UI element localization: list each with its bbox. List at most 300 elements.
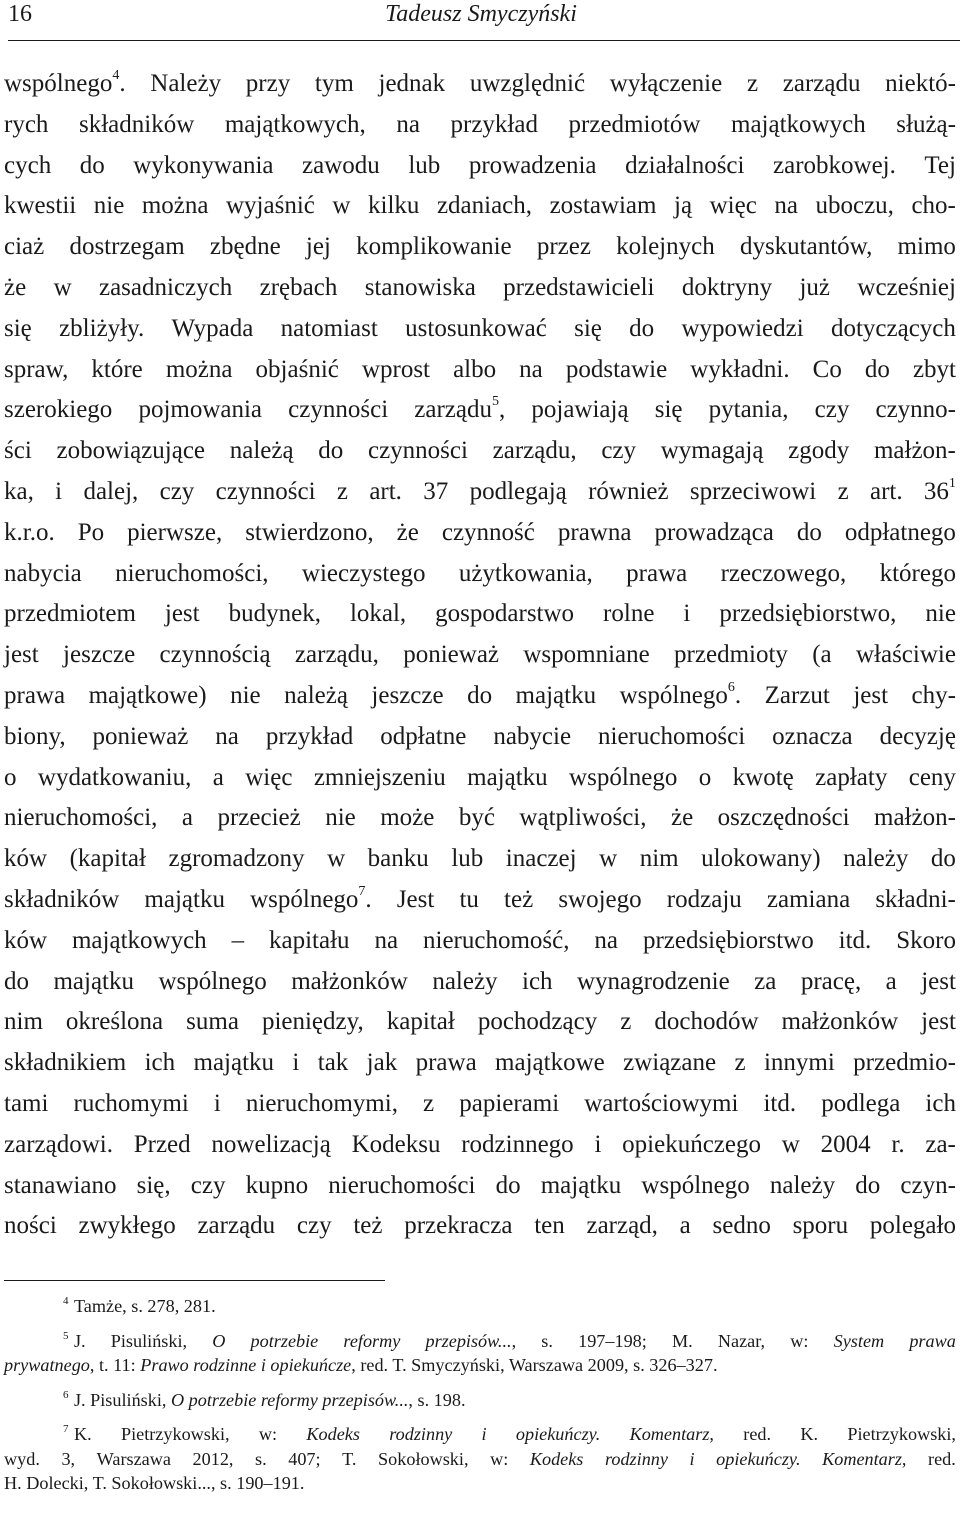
word <box>74 1329 86 1354</box>
footnote-separator <box>4 1280 385 1281</box>
word <box>853 1043 956 1084</box>
word <box>620 676 742 717</box>
word <box>671 798 693 839</box>
word <box>815 390 850 431</box>
word <box>674 186 692 227</box>
word <box>79 1206 176 1247</box>
text-fragment: , <box>901 1448 907 1469</box>
word <box>55 472 62 513</box>
word <box>69 227 184 268</box>
word <box>682 268 772 309</box>
word <box>214 1084 221 1125</box>
word <box>625 146 744 187</box>
text-fragment: majątkowych, <box>224 110 366 138</box>
italic-text: opiekuńczy. <box>716 1448 801 1469</box>
word <box>870 472 903 513</box>
word <box>134 1125 191 1166</box>
text-fragment: . <box>365 885 372 913</box>
text-fragment: zarządowi. <box>4 1130 113 1158</box>
text-fragment: lub <box>451 845 484 873</box>
italic-text: O potrzebie reformy przepisów... <box>170 1389 409 1410</box>
footnote-line <box>4 1422 956 1447</box>
text-fragment: uwzględnić <box>469 70 586 97</box>
text-fragment: się, <box>136 1171 171 1199</box>
text-fragment: T. <box>342 1448 357 1469</box>
word <box>318 1043 349 1084</box>
word <box>211 1125 330 1166</box>
word <box>839 921 872 962</box>
text-fragment: 197–198; <box>578 1330 647 1351</box>
text-fragment: na <box>519 355 543 383</box>
word <box>783 64 861 105</box>
text-fragment: w: <box>790 1330 809 1351</box>
page-header <box>4 0 958 40</box>
text-line <box>4 758 956 799</box>
word <box>378 1447 468 1472</box>
text-fragment: przedstawicieli <box>503 273 655 301</box>
word <box>743 1422 771 1447</box>
text-fragment: się <box>4 314 32 342</box>
text-fragment: z <box>746 70 759 97</box>
word <box>246 64 290 105</box>
footnote-6 <box>4 1388 956 1413</box>
text-fragment: dalej, <box>83 477 139 505</box>
text-fragment: się <box>574 314 602 342</box>
word <box>909 758 956 799</box>
text-fragment: Tej <box>924 151 956 179</box>
text-fragment: wspomniane <box>523 641 650 669</box>
text-fragment: decyzję <box>879 722 956 750</box>
word <box>165 594 200 635</box>
text-fragment: do <box>4 967 29 995</box>
word <box>874 798 956 839</box>
text-line <box>4 554 956 595</box>
footnote-line <box>4 1388 956 1413</box>
text-fragment: banku <box>367 845 429 873</box>
text-fragment: majątku <box>53 967 134 995</box>
text-fragment: ją <box>674 192 693 220</box>
word <box>80 146 105 187</box>
text-fragment: czynności <box>367 437 468 465</box>
word <box>4 268 26 309</box>
word <box>740 227 872 268</box>
text-fragment: wymagają <box>660 437 764 465</box>
word <box>709 390 789 431</box>
text-line <box>4 962 956 1003</box>
word <box>599 839 617 880</box>
text-fragment: wprost <box>361 355 430 383</box>
word <box>598 717 745 758</box>
text-fragment: kilku <box>368 192 420 220</box>
word <box>822 1447 906 1472</box>
text-fragment: H. Dolecki, T. Sokołowski..., s. 190–191. <box>4 1473 305 1493</box>
text-fragment: odpłatnego <box>844 518 956 546</box>
text-fragment: przykład <box>265 722 354 750</box>
word <box>426 1329 517 1354</box>
text-fragment: o <box>4 763 17 791</box>
footnote-marker: 7 <box>358 883 366 899</box>
word <box>4 431 32 472</box>
word <box>912 676 956 717</box>
italic-text: i <box>481 1424 487 1444</box>
text-fragment: rzeczowego, <box>720 559 847 587</box>
word <box>875 880 956 921</box>
word <box>770 1166 835 1207</box>
word <box>655 390 683 431</box>
text-fragment: innymi <box>763 1049 835 1077</box>
text-fragment: na <box>215 722 239 750</box>
text-fragment: lokal, <box>349 600 407 628</box>
word <box>4 1043 126 1084</box>
word <box>672 1329 693 1354</box>
word <box>144 880 225 921</box>
word <box>569 105 701 146</box>
text-fragment: określona <box>65 1008 164 1036</box>
word <box>813 350 842 391</box>
word <box>558 880 641 921</box>
text-fragment: wykładni. <box>690 355 790 383</box>
word <box>121 1422 230 1447</box>
text-fragment: objaśnić <box>255 355 339 383</box>
text-fragment: składników <box>78 110 195 138</box>
text-fragment: 2004 <box>820 1130 871 1158</box>
text-fragment: nowelizacją <box>211 1130 331 1158</box>
text-fragment: cych <box>4 151 52 179</box>
word <box>332 186 350 227</box>
text-fragment: ruchomymi <box>73 1089 189 1117</box>
word <box>315 64 354 105</box>
text-fragment: podlegają <box>469 477 567 505</box>
word <box>56 431 205 472</box>
word <box>291 962 408 1003</box>
word <box>4 717 66 758</box>
word <box>4 1447 40 1472</box>
text-fragment: wieczystego <box>301 559 426 587</box>
word <box>295 635 379 676</box>
word <box>186 1002 239 1043</box>
text-fragment: K. <box>800 1424 819 1444</box>
text-fragment: inaczej <box>505 845 577 873</box>
word <box>269 921 350 962</box>
text-fragment: ich <box>925 1089 956 1117</box>
word <box>160 635 271 676</box>
word <box>467 676 492 717</box>
footnote-text <box>74 1388 956 1413</box>
text-fragment: kolejnych <box>616 233 715 261</box>
text-fragment: papierami <box>459 1089 560 1117</box>
text-fragment: czy <box>159 477 195 505</box>
word <box>821 1084 900 1125</box>
text-fragment: suma <box>186 1008 239 1036</box>
word <box>53 962 134 1003</box>
footnote-marker: 4 <box>112 68 120 83</box>
word <box>584 1084 738 1125</box>
word <box>4 635 39 676</box>
word <box>367 1043 398 1084</box>
text-fragment: z <box>620 1008 632 1036</box>
text-line <box>4 1206 956 1247</box>
text-fragment: i <box>55 477 63 505</box>
text-fragment: zapłaty <box>815 763 888 791</box>
word <box>145 1043 176 1084</box>
text-fragment: małżonków <box>291 967 408 995</box>
text-fragment: kapitału <box>269 926 350 954</box>
text-line <box>4 594 956 635</box>
footnote-marker: 6 <box>727 679 735 695</box>
word <box>193 1447 234 1472</box>
word <box>459 880 478 921</box>
text-fragment: do <box>467 681 493 709</box>
text-line <box>4 431 956 472</box>
text-fragment: i <box>683 600 691 628</box>
word <box>342 1447 356 1472</box>
word <box>558 513 632 554</box>
italic-text: przepisów... <box>425 1330 512 1351</box>
word <box>168 839 304 880</box>
text-fragment: Po <box>77 518 105 546</box>
word <box>337 472 348 513</box>
word <box>306 227 331 268</box>
text-fragment: nabycia <box>4 559 82 587</box>
text-fragment: majątkowych <box>731 110 866 138</box>
word <box>423 921 569 962</box>
text-fragment: też <box>504 885 534 913</box>
text-fragment: a <box>212 763 224 791</box>
text-line <box>4 921 956 962</box>
word <box>260 268 338 309</box>
word <box>610 64 722 105</box>
word <box>111 1329 187 1354</box>
word <box>246 1166 309 1207</box>
text-fragment: swojego <box>558 885 642 913</box>
word <box>853 676 888 717</box>
word <box>681 309 803 350</box>
text-fragment: na <box>374 926 399 954</box>
word <box>353 1206 382 1247</box>
word <box>246 1084 398 1125</box>
word <box>490 1447 508 1472</box>
word <box>72 921 207 962</box>
word <box>61 1447 75 1472</box>
word <box>690 1447 695 1472</box>
word <box>369 472 402 513</box>
word <box>389 1422 452 1447</box>
text-fragment: , red. T. Smyczyński, Warszawa 2009, s. 326–327. <box>351 1355 718 1375</box>
text-fragment: ciaż <box>4 233 45 261</box>
word <box>603 594 654 635</box>
word <box>925 1125 956 1166</box>
text-fragment: albo <box>453 355 497 383</box>
text-fragment: chy- <box>911 681 956 709</box>
footnote-line <box>4 1353 956 1378</box>
text-fragment: prawa <box>626 559 688 587</box>
text-line <box>4 1084 956 1125</box>
text-fragment: Należy <box>150 70 222 97</box>
text-fragment: za <box>754 967 777 995</box>
word <box>89 676 207 717</box>
text-fragment: zarządu, <box>492 437 577 465</box>
text-fragment: Sokołowski, <box>378 1448 469 1469</box>
text-fragment: należy <box>769 1171 836 1199</box>
word <box>4 594 136 635</box>
text-fragment: kwotę <box>732 763 794 791</box>
text-fragment: cho- <box>911 192 956 220</box>
word <box>643 921 814 962</box>
text-fragment: ka, <box>4 477 34 505</box>
text-fragment: przykład <box>450 110 538 138</box>
word <box>495 1043 605 1084</box>
footnote-text <box>74 1294 956 1319</box>
word <box>470 64 585 105</box>
text-fragment: niektó- <box>885 70 956 97</box>
text-fragment: polegało <box>869 1212 956 1240</box>
text-fragment: i <box>292 1049 300 1077</box>
word <box>594 1125 601 1166</box>
word <box>459 798 495 839</box>
italic-text: i <box>689 1448 695 1469</box>
text-fragment: Pietrzykowski, <box>847 1424 956 1444</box>
word <box>284 676 348 717</box>
text-fragment: , <box>499 396 506 424</box>
word <box>629 309 654 350</box>
word <box>516 676 597 717</box>
text-fragment: tym <box>314 70 354 97</box>
word <box>251 1329 319 1354</box>
word <box>721 554 847 595</box>
word <box>4 921 47 962</box>
word <box>845 513 956 554</box>
text-fragment: majątkowych <box>71 926 207 954</box>
footnote-text <box>4 1471 956 1496</box>
text-fragment: 3, <box>61 1448 76 1469</box>
main-text <box>4 64 956 1247</box>
word <box>586 1206 657 1247</box>
text-fragment: czy <box>296 1212 332 1240</box>
text-line <box>4 227 956 268</box>
text-fragment: prawna <box>557 518 632 546</box>
footnote-number: 4 <box>63 1295 69 1307</box>
text-fragment: pracę, <box>800 967 862 995</box>
text-fragment: wydatkowaniu, <box>37 763 192 791</box>
word <box>767 880 850 921</box>
word <box>453 350 496 391</box>
word <box>886 962 897 1003</box>
text-fragment: do <box>796 518 822 546</box>
word <box>782 1002 899 1043</box>
text-fragment: nie <box>230 681 261 709</box>
footnote-line <box>4 1471 956 1496</box>
word <box>78 513 104 554</box>
word <box>772 717 852 758</box>
word <box>4 839 47 880</box>
word <box>530 1447 584 1472</box>
text-fragment: i <box>213 1089 221 1117</box>
word <box>924 146 956 187</box>
word <box>4 64 126 105</box>
word <box>891 1125 904 1166</box>
text-fragment: , s. 198. <box>408 1389 466 1410</box>
footnote-text <box>4 1353 956 1378</box>
footnote-number: 7 <box>63 1423 69 1435</box>
text-fragment: dostrzegam <box>69 233 185 261</box>
word <box>4 758 17 799</box>
text-fragment: , <box>709 1424 714 1444</box>
text-fragment: zwykłego <box>78 1212 176 1240</box>
text-fragment: prowadzenia <box>468 151 597 179</box>
text-fragment: (kapitał <box>69 845 146 873</box>
word <box>4 1166 116 1207</box>
text-line <box>4 717 956 758</box>
word <box>74 1084 189 1125</box>
word <box>217 798 300 839</box>
word <box>387 1002 455 1043</box>
word <box>774 186 798 227</box>
word <box>898 227 956 268</box>
word <box>423 1084 434 1125</box>
text-fragment: ponieważ <box>403 641 500 669</box>
word <box>747 64 758 105</box>
text-fragment: jednak <box>378 70 446 97</box>
word <box>900 1166 956 1207</box>
footnote-marker: 5 <box>492 394 499 410</box>
text-fragment: 37 <box>423 477 449 505</box>
text-fragment: zarządu, <box>294 641 379 669</box>
word <box>874 431 956 472</box>
text-fragment: jeszcze <box>63 641 136 669</box>
word <box>318 431 343 472</box>
word <box>522 962 553 1003</box>
word <box>414 390 505 431</box>
word <box>701 839 820 880</box>
word <box>379 64 446 105</box>
text-fragment: nieruchomości, <box>4 804 158 832</box>
word <box>924 472 956 513</box>
text-fragment: składni- <box>875 885 956 913</box>
word <box>166 350 233 391</box>
word <box>368 839 429 880</box>
text-fragment: działalności <box>625 151 745 179</box>
text-fragment: prawa <box>415 1049 477 1077</box>
word <box>160 472 195 513</box>
text-fragment: już <box>799 273 831 301</box>
word <box>99 268 232 309</box>
word <box>588 472 669 513</box>
word <box>641 1166 749 1207</box>
word <box>856 635 956 676</box>
word <box>432 962 497 1003</box>
word <box>397 880 435 921</box>
word <box>302 554 426 595</box>
word <box>4 186 76 227</box>
text-line <box>4 676 956 717</box>
text-fragment: tami <box>4 1089 49 1117</box>
word <box>4 962 29 1003</box>
text-fragment: wątpliwości, <box>519 804 647 832</box>
word <box>496 1166 521 1207</box>
word <box>718 1329 765 1354</box>
text-fragment: tu <box>459 885 479 913</box>
word <box>4 472 34 513</box>
text-fragment: stwierdzono, <box>245 518 374 546</box>
word <box>731 105 866 146</box>
text-line <box>4 350 956 391</box>
text-fragment: rodzaju <box>666 885 742 913</box>
text-fragment: nieruchomymi, <box>245 1089 398 1117</box>
word <box>754 962 776 1003</box>
word <box>519 798 646 839</box>
text-fragment: Kodeksu <box>351 1130 441 1158</box>
text-fragment: itd. <box>838 926 872 954</box>
